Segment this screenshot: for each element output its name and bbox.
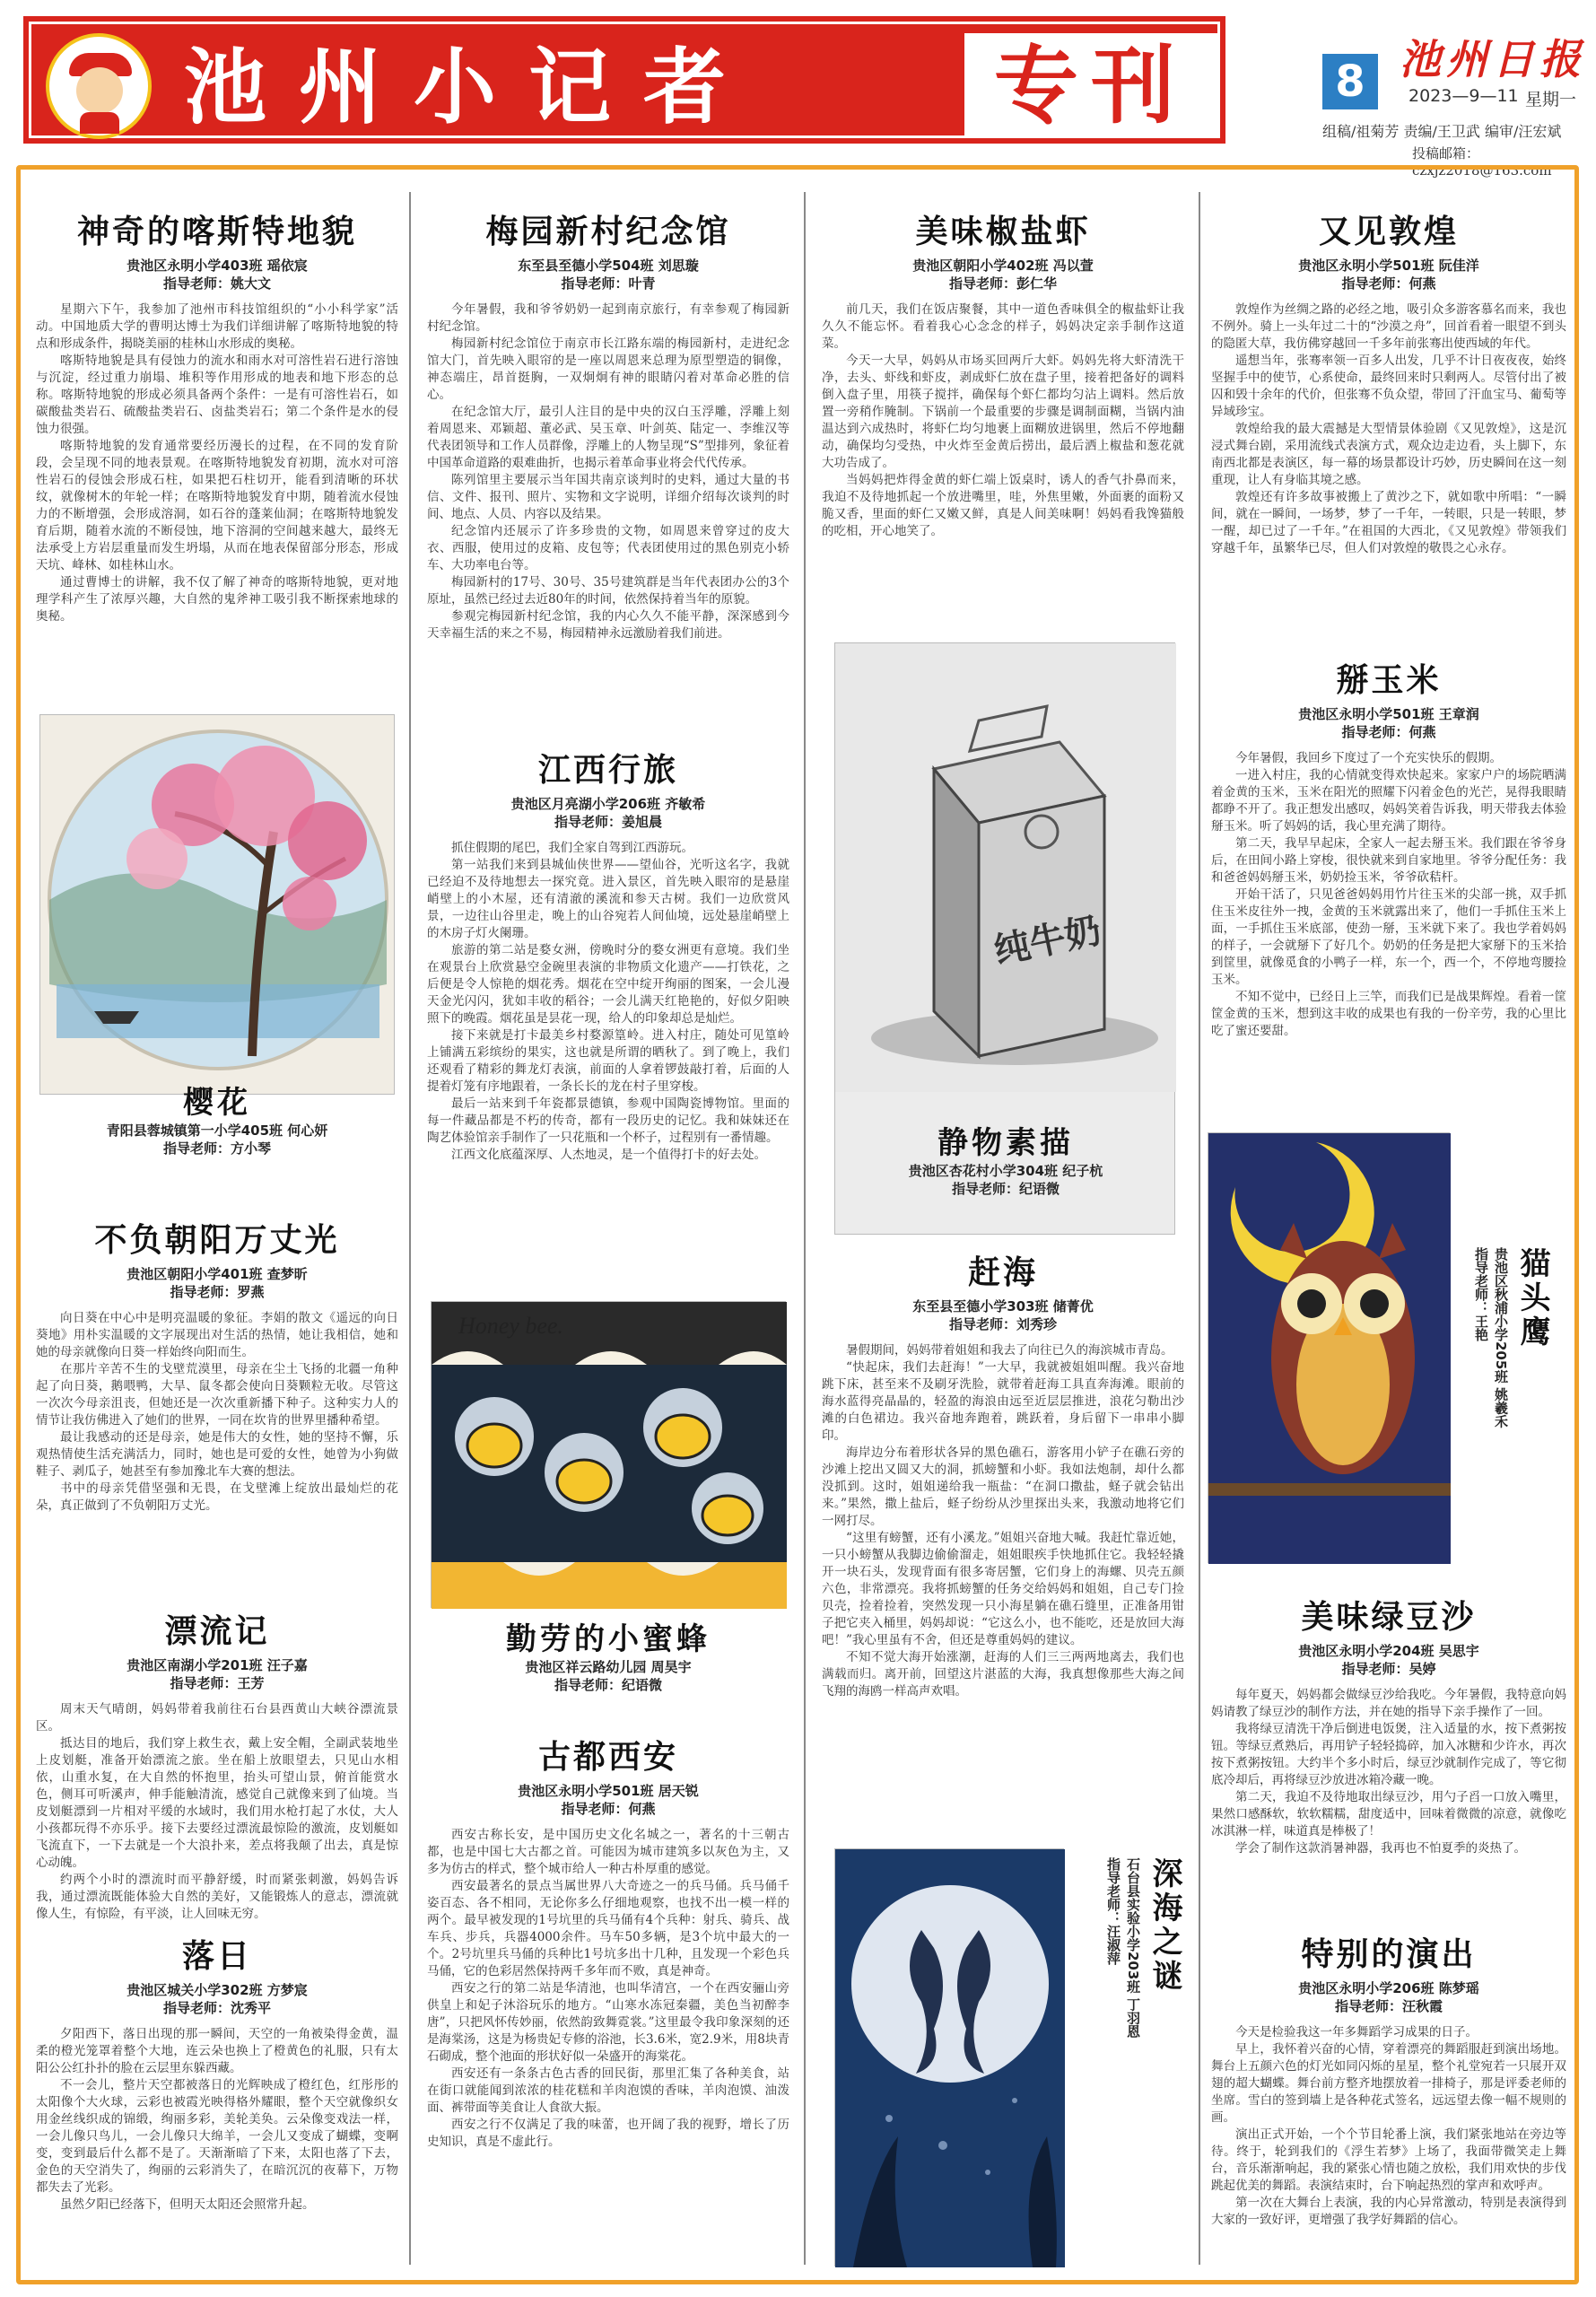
submission-email: 投稿邮箱：czxjz2018@163.com: [1412, 145, 1552, 179]
paragraph: 开始干活了，只见爸爸妈妈用竹片往玉米的尖部一挑，双手抓住玉米皮往外一拽，金黄的玉米就露出来了，他们一手抓住玉米上面，一手抓住玉米底部，使劲一掰，玉米就下来了。我也学着妈妈的样子，一会就掰下了好几个。奶奶的任务是把大家掰下的玉米拾到筐里，就像觅食的小鸭子一样，东一个，西一个，不停地弯腰捡玉米。: [1211, 887, 1566, 987]
owl-caption: [1471, 1247, 1555, 1552]
paper-name: 池州日报: [1400, 35, 1586, 83]
deep-sea-painting: [834, 1848, 1064, 2266]
paragraph: 喀斯特地貌的发育通常要经历漫长的过程，在不同的发育阶段，会呈现不同的地表景观。在喀斯特地貌发育初期，流水对可溶性岩石的侵蚀会形成石柱，如果把石柱切开，能看到清晰的环状纹，就像树木的年轮一样；在喀斯特地貌发育中期，随着流水侵蚀力的不断增强，会形成溶洞，如石谷的蓬莱仙洞；在喀斯特地貌发育后期，随着水流的不断侵蚀，地下溶洞的空间越来越大，最终无法承受上方岩层重量而发生坍塌，从而在地表保留部分形态，形成天坑、峰林、如桂林山水。: [36, 439, 398, 572]
sakura-painting: [39, 714, 395, 1095]
article-byline: 贵池区永明小学204班 吴思宇: [1298, 1643, 1479, 1659]
paragraph: 虽然夕阳已经落下，但明天太阳还会照常升起。: [60, 2197, 315, 2212]
paragraph: 最让我感动的还是母亲，她是伟大的女性，她的坚持不懈，乐观热情使生活充满活力，同时，她也是可爱的女性，她曾为小狗做鞋子、剥瓜子，她甚至有参加豫北车大赛的想法。: [36, 1430, 398, 1479]
paragraph: 海岸边分布着形状各异的黑色礁石，游客用小铲子在礁石旁的沙滩上挖出又圆又大的洞，抓螃蟹和小虾。我如法炮制，却什么都没抓到。这时，姐姐递给我一瓶盐：“在洞口撒盐，蛏子就会钻出来。”果然，撒上盐后，蛏子纷纷从沙里探出头来，我激动地将它们一网打尽。: [822, 1445, 1184, 1528]
article-teacher: 指导老师：叶青: [561, 275, 656, 292]
artwork-title: 静物素描: [938, 1125, 1074, 1161]
article-byline: 贵池区永明小学501班 王章润: [1298, 706, 1479, 722]
article-teacher: 指导老师：何燕: [1341, 724, 1436, 740]
article-teacher: 指导老师：彭仁华: [948, 275, 1057, 292]
paragraph: 西安之行的第二站是华清池，也叫华清宫，一个在西安骊山旁供皇上和妃子沐浴玩乐的地方。“山寒水冻冠秦疆，美色当初醉李唐”，只把风怀传妙丽，依然韵致舞霓裳。”这里最令我印象深刻的还是海棠汤，这是为杨贵妃专修的浴池，长3.6米，宽2.9米，用8块青石砌成，整个池面的形状好似一朵盛开的海棠花。: [427, 1981, 789, 2064]
bee-art-svg: [432, 1302, 787, 1609]
article-body: [1211, 1687, 1566, 1857]
article-body: [36, 301, 398, 625]
artwork-teacher: 指导老师：纪语微: [951, 1181, 1060, 1197]
paragraph: 不知不觉大海开始涨潮，赶海的人们三三两两地离去，我们也满载而归。离开前，回望这片湛蓝的大海，我真想像那些大海之间飞翔的海鸥一样高声欢唱。: [822, 1650, 1184, 1699]
article-corn: [1211, 660, 1566, 1040]
paragraph: 参观完梅园新村纪念馆，我的内心久久不能平静，深深感到今天幸福生活的来之不易，梅园精神永远激励着我们前进。: [427, 609, 789, 641]
article-byline: 东至县至德小学504班 刘思璇: [518, 258, 699, 274]
paragraph: 周末天气晴朗，妈妈带着我前往石台县西黄山大峡谷漂流景区。: [36, 1702, 398, 1734]
sketch-caption: [835, 1124, 1176, 1198]
artwork-teacher: 指导老师：王艳: [1473, 1247, 1489, 1341]
article-mungbean: [1211, 1597, 1566, 1857]
article-byline: 贵池区永明小学501班 居天锐: [518, 1783, 699, 1799]
deep-sea-caption: [1103, 1857, 1187, 2252]
paragraph: 今年暑假，我回乡下度过了一个充实快乐的假期。: [1235, 751, 1502, 765]
artwork-byline: 石台县实验小学203班 丁羽恩: [1125, 1857, 1141, 2039]
paragraph: 学会了制作这款消暑神器，我再也不怕夏季的炎热了。: [1235, 1841, 1526, 1856]
article-title: 落日: [181, 1937, 252, 1975]
bee-painting: [431, 1301, 786, 1608]
paragraph: 梅园新村的17号、30号、35号建筑群是当年代表团办公的3个原址，虽然已经过去近80年的时间，依然保持着当年的原貌。: [427, 575, 789, 607]
article-title: 又见敦煌: [1318, 213, 1459, 250]
paragraph: 第一站我们来到县城仙侠世界——望仙谷，光听这名字，我就已经迫不及待地想去一探究竟。进入景区，首先映入眼帘的是悬崖峭壁上的小木屋，还有清澈的溪流和参天古树。我们一边欣赏风景，一边往山谷里走，晚上的山谷宛若人间仙境，远处悬崖峭壁上的木房子灯火阑珊。: [427, 858, 789, 940]
article-sunset: [36, 1936, 398, 2214]
column-divider: [409, 192, 411, 2265]
paragraph: 抓住假期的尾巴，我们全家自驾到江西游玩。: [451, 841, 693, 855]
paragraph: “快起床，我们去赶海！”一大早，我就被姐姐叫醒。我兴奋地跳下床，甚至来不及刷牙洗脸，就带着赶海工具直奔海滩。眼前的海水蓝得亮晶晶的，轻盈的海浪由远至近层层推进，浪花匀勒出沙滩的白色裙边。我兴奋地奔跑着，跳跃着，身后留下一串串小脚印。: [822, 1360, 1184, 1443]
paragraph: 敦煌作为丝绸之路的必经之地，吸引众多游客慕名而来，我也不例外。骑上一头年过二十的“沙漠之舟”，回首看着一眼望不到头的隐匿大草，我仿佛穿越回一千多年前张骞出使西域的年代。: [1211, 302, 1566, 351]
paragraph: 西安最著名的景点当属世界八大奇迹之一的兵马俑。兵马俑千姿百态、各不相同，无论你多么仔细地观察，也找不出一模一样的两个。最早被发现的1号坑里的兵马俑有4个兵种：射兵、骑兵、战车兵、步兵，兵器4000余件。马车50多辆，是3个坑中最大的一个。2号坑里兵马俑的兵种比1号坑多出十几种，且发现一个彩色兵马俑，它的色彩居然保持两千多年而不败，真是神奇。: [427, 1879, 789, 1978]
paragraph: 早上，我怀着兴奋的心情，穿着漂亮的舞蹈服赶到演出场地。舞台上五颜六色的灯光如同闪烁的星星，整个礼堂宛若一只展开双翅的超大蝴蝶。舞台前方整齐地摆放着一排椅子，那是评委老师的坐席。雪白的签到墙上是各种花式签名，远远望去像一幅不规则的画。: [1211, 2042, 1566, 2125]
artwork-byline: 贵池区秋浦小学205班 姚羲禾: [1493, 1247, 1509, 1428]
paragraph: 今天是检验我这一年多舞蹈学习成果的日子。: [1235, 2025, 1478, 2039]
article-title: 赶海: [967, 1253, 1038, 1291]
article-karst: [36, 212, 398, 625]
artwork-teacher: 指导老师：方小琴: [162, 1140, 271, 1157]
artwork-byline: 贵池区杏花村小学304班 纪子杭: [908, 1163, 1103, 1179]
article-performance: [1211, 1935, 1566, 2229]
paragraph: 敦煌还有许多故事被搬上了黄沙之下，就如歌中所唱：“一瞬间，就在一瞬间，一场梦，梦了一千年，一转眼，只是一转眼，梦一醒，却已过了一千年。”在祖国的大西北，《又见敦煌》带领我们穿越千年，虽繁华已尽，但人们对敦煌的敬畏之心永存。: [1211, 490, 1566, 555]
column-divider: [1199, 192, 1200, 2265]
article-title: 掰玉米: [1336, 661, 1442, 699]
owl-art-svg: [1208, 1133, 1451, 1564]
article-teacher: 指导老师：沈秀平: [162, 2000, 271, 2016]
paragraph: 最后一站来到千年瓷都景德镇，参观中国陶瓷博物馆。里面的每一件藏品都是不朽的传奇，都有一段历史的记忆。我和妹妹还在陶艺体验馆亲手制作了一只花瓶和一个杯子，过程别有一番情趣。: [427, 1096, 789, 1145]
article-dunhuang: [1211, 212, 1566, 557]
article-sunflower: [36, 1220, 398, 1515]
article-title: 神奇的喀斯特地貌: [76, 213, 357, 250]
banner-title: 池州小记者: [184, 39, 759, 135]
article-teacher: 指导老师：何燕: [561, 1801, 656, 1817]
special-label: 专刊: [964, 33, 1217, 137]
paragraph: 暑假期间，妈妈带着姐姐和我去了向往已久的海滨城市青岛。: [846, 1343, 1173, 1358]
sketch-art-svg: [835, 643, 1176, 1092]
artwork-title: 勤劳的小蜜蜂: [506, 1621, 711, 1657]
article-title: 美味椒盐虾: [915, 213, 1091, 250]
artwork-title: 樱花: [183, 1085, 251, 1121]
paragraph: 西安古称长安，是中国历史文化名城之一，著名的十三朝古都，也是中国七大古都之首。可能因为城市建筑多以灰色为主，又多为仿古的样式，整个城市给人一种古朴厚重的感觉。: [427, 1828, 789, 1876]
paragraph: 接下来就是打卡最美乡村婺源篁岭。进入村庄，随处可见篁岭上铺满五彩缤纷的果实，这也就是所谓的晒秋了。到了晚上，我们还观看了精彩的舞龙灯表演，前面的人拿着锣鼓敲打着，后面的人提着灯笼有序地跟着，一条长长的龙在村子里穿梭。: [427, 1028, 789, 1094]
deep-sea-art-svg: [835, 1849, 1065, 2267]
sakura-caption: [36, 1084, 398, 1157]
article-teacher: 指导老师：姜旭晨: [554, 814, 662, 830]
article-body: [1211, 2024, 1566, 2229]
paragraph: 遥想当年，张骞率领一百多人出发，几乎不计日夜夜夜，始终坚握手中的使节，心系使命，最终回来时只剩两人。尽管付出了被囚和毁十余年的代价，但张骞不负众望，带回了汗血宝马、葡萄等异域珍宝。: [1211, 354, 1566, 419]
paragraph: 在纪念馆大厅，最引人注目的是中央的汉白玉浮雕，浮雕上刻着周恩来、邓颖超、董必武、吴玉章、叶剑英、陆定一、李维汉等代表团领导和工作人员群像，浮雕上的人物呈现“S”型排列，象征着中国革命道路的艰难曲折，也揭示着革命事业将会代代传承。: [427, 405, 789, 470]
article-byline: 贵池区朝阳小学401班 查梦昕: [126, 1266, 308, 1282]
article-body: [427, 301, 789, 642]
paragraph: 第二天，我早早起床，全家人一起去掰玉米。我们跟在爷爷身后，在田间小路上穿梭，很快就来到自家地里。爷爷分配任务：我和爸爸妈妈掰玉米，奶奶捡玉米，爷爷砍秸杆。: [1211, 836, 1566, 885]
masthead-banner: [23, 16, 1225, 144]
paragraph: 第二天，我迫不及待地取出绿豆沙，用勺子舀一口放入嘴里，果然口感酥软，软软糯糯，甜度适中，回味着微微的凉意，就像吃冰淇淋一样，味道真是棒极了！: [1211, 1790, 1566, 1838]
paragraph: 旅游的第二站是婺女洲，傍晚时分的婺女洲更有意境。我们坐在观景台上欣赏悬空金碗里表演的非物质文化遗产——打铁花，之后便是令人惊艳的烟花秀。烟花在空中绽开绚丽的图案，一会儿漫天金光闪闪，犹如丰收的稻谷；一会儿满天红艳艳的，好似夕阳映照下的晚霞。烟花虽是昙花一现，给人的印象却总是灿烂。: [427, 943, 789, 1026]
still-life-sketch: [834, 642, 1175, 1235]
article-meiyuan: [427, 212, 789, 642]
article-jiangxi: [427, 750, 789, 1164]
publication-date: 2023—9—11: [1408, 86, 1519, 106]
paragraph: 夕阳西下，落日出现的那一瞬间，天空的一角被染得金黄，温柔的橙光笼罩着整个大地，连云朵也换上了橙黄色的礼服，只有太阳公公红扑扑的脸在云层里东躲西藏。: [36, 2027, 398, 2075]
article-title: 美味绿豆沙: [1301, 1598, 1477, 1636]
paragraph: 梅园新村纪念馆位于南京市长江路东端的梅园新村，走进纪念馆大门，首先映入眼帘的是一座以周恩来总理为原型塑造的铜像，神态端庄，昂首挺胸，一双炯炯有神的眼睛闪着对革命必胜的信心。: [427, 336, 789, 402]
article-byline: 贵池区永明小学403班 瑶依宸: [126, 258, 308, 274]
article-byline: 贵池区永明小学501班 阮佳洋: [1298, 258, 1479, 274]
article-body: [36, 2026, 398, 2214]
article-xian: [427, 1737, 789, 2151]
article-title: 特别的演出: [1301, 1935, 1477, 1973]
article-beach: [822, 1253, 1184, 1700]
masthead: [0, 0, 1596, 179]
editors-line: 组稿/祖菊芳 责编/王卫武 编审/汪宏斌: [1322, 123, 1562, 140]
paragraph: 今天一大早，妈妈从市场买回两斤大虾。妈妈先将大虾清洗干净，去头、虾线和虾皮，剥成虾仁放在盘子里，接着把备好的调料倒入盘子里，用筷子搅拌，确保每个虾仁都均匀沾上调料。然后放置一旁稍作腌制。下锅前一个最重要的步骤是调制面糊，当锅内油温达到六成热时，将虾仁均匀地裹上面糊放进锅里，然后不停地翻动，确保均匀受热，中火炸至金黄后捞出，最后洒上椒盐和葱花就大功告成了。: [822, 354, 1184, 470]
article-title: 梅园新村纪念馆: [485, 213, 731, 250]
paragraph: 向日葵在中心中是明亮温暖的象征。李娟的散文《遥远的向日葵地》用朴实温暖的文字展现出对生活的热情，她让我相信，她和她的母亲就像向日葵一样始终向阳而生。: [36, 1311, 398, 1359]
article-body: [822, 301, 1184, 540]
artwork-byline: 青阳县蓉城镇第一小学405班 何心妍: [106, 1122, 328, 1139]
paragraph: 不一会儿，整片天空都被落日的光辉映成了橙红色，红彤彤的太阳像个大火球，云彩也被霞光映得格外耀眼，整个天空就像织女用金丝线织成的锦缎，绚丽多彩，美轮美奂。云朵像变戏法一样，一会儿像只鸟儿，一会儿像只大绵羊，一会儿又变成了蝴蝶，变啊变，变到最后什么都不是了。天渐渐暗了下来，太阳也落了下去，金色的天空消失了，绚丽的云彩消失了，在暗沉沉的夜幕下，万物都失去了光彩。: [36, 2078, 398, 2195]
paragraph: 敦煌给我的最大震撼是大型情景体验剧《又见敦煌》，这是沉浸式舞台剧，采用流线式表演方式，观众边走边看，头上脚下，东南西北都是表演区，每一幕的场景都设计巧妙，历史瞬间在这一刻重现，让人有身临其境之感。: [1211, 422, 1566, 487]
article-teacher: 指导老师：刘秀珍: [948, 1316, 1057, 1332]
column-divider: [804, 192, 806, 2265]
article-body: [36, 1701, 398, 1923]
paragraph: 喀斯特地貌是具有侵蚀力的流水和雨水对可溶性岩石进行溶蚀与沉淀，经过重力崩塌、堆积等作用形成的地表和地下形态的总称。喀斯特地貌的形成必须具备两个条件：一是有可溶性岩石，如碳酸盐类岩石、硫酸盐类岩石、卤盐类岩石；第二个条件是水的侵蚀力很强。: [36, 354, 398, 436]
article-title: 漂流记: [164, 1612, 270, 1650]
article-body: [1211, 301, 1566, 557]
article-body: [427, 1827, 789, 2151]
paragraph: 通过曹博士的讲解，我不仅了解了神奇的喀斯特地貌，更对地理学科产生了浓厚兴趣，大自然的鬼斧神工吸引我不断探索地球的奥秘。: [36, 575, 398, 624]
article-byline: 贵池区城关小学302班 方梦宸: [126, 1982, 308, 1998]
paragraph: 不知不觉中，已经日上三竿，而我们已是战果辉煌。看着一筐筐金黄的玉米，想到这丰收的成果也有我的一份辛劳，我的心里比吃了蜜还要甜。: [1211, 990, 1566, 1038]
paragraph: 约两个小时的漂流时而平静舒缓，时而紧张刺激，妈妈告诉我，通过漂流既能体验大自然的美好，又能锻炼人的意志，漂流就像人生，有惊险，有平淡，让人回味无穷。: [36, 1873, 398, 1921]
article-title: 不负朝阳万丈光: [94, 1221, 340, 1259]
page-number: 8: [1322, 54, 1378, 109]
article-teacher: 指导老师：姚大文: [162, 275, 271, 292]
article-teacher: 指导老师：吴婷: [1341, 1661, 1436, 1677]
artwork-title: 深海之谜: [1147, 1857, 1182, 1994]
paragraph: 我将绿豆清洗干净后倒进电饭煲，注入适量的水，按下煮粥按钮。等绿豆煮熟后，再用铲子轻轻捣碎，加入冰糖和少许水，再次按下煮粥按钮。大约半个多小时后，绿豆沙就制作完成了，等它彻底冷却后，再将绿豆沙放进冰箱冷藏一晚。: [1211, 1722, 1566, 1787]
article-title: 江西行旅: [537, 751, 678, 789]
article-teacher: 指导老师：罗燕: [170, 1284, 265, 1300]
paragraph: 每年夏天，妈妈都会做绿豆沙给我吃。今年暑假，我特意向妈妈请教了绿豆沙的制作方法，并在她的指导下亲手操作了一回。: [1211, 1688, 1566, 1719]
paragraph: 西安之行不仅满足了我的味蕾，也开阔了我的视野，增长了历史知识，真是不虚此行。: [427, 2118, 789, 2149]
paragraph: 纪念馆内还展示了许多珍贵的文物，如周恩来曾穿过的皮大衣、西服，使用过的皮箱、皮包等；代表团使用过的黑色别克小轿车、大功率电台等。: [427, 524, 789, 572]
paragraph: 在那片辛苦不生的戈壁荒漠里，母亲在尘土飞扬的北疆一角种起了向日葵，鹅喂鸭，大旱、鼠冬都会使向日葵颗粒无收。尽管这一次次今母亲沮丧，但她还是一次次重新播下种子。这种实力人的情节让我仿佛进入了她们的世界，一同在坎肯的世界里播种希望。: [36, 1362, 398, 1428]
article-byline: 贵池区永明小学206班 陈梦瑶: [1298, 1980, 1479, 1996]
artwork-title: 猫头鹰: [1514, 1247, 1550, 1349]
article-body: [1211, 750, 1566, 1040]
article-byline: 东至县至德小学303班 储菁优: [912, 1298, 1094, 1314]
article-body: [822, 1342, 1184, 1700]
paragraph: 西安还有一条条古色古香的回民街，那里汇集了各种美食，站在街口就能闻到浓浓的桂花糕和羊肉泡馍的香味，羊肉泡馍、油泼面、裤带面等美食让人食欲大振。: [427, 2066, 789, 2115]
artwork-teacher: 指导老师：汪淑萍: [1105, 1857, 1121, 1965]
paragraph: “这里有螃蟹，还有小溪龙。”姐姐兴奋地大喊。我赶忙靠近她，一只小螃蟹从我脚边偷偷溜走，姐姐眼疾手快地抓住它。我轻轻撬开一块石头，发现背面有很多寄居蟹，它们身上的海螺、贝壳五颜六色，非常漂亮。我将抓螃蟹的任务交给妈妈和姐姐，自己专门捡贝壳，捡着捡着，突然发现一只小海星躺在礁石缝里，正准备用钳子把它夹入桶里，妈妈却说：“它这么小，也不能吃，还是放回大海吧！”我心里虽有不舍，但还是尊重妈妈的建议。: [822, 1531, 1184, 1647]
paragraph: 一进入村庄，我的心情就变得欢快起来。家家户户的场院晒满着金黄的玉米，玉米在阳光的照耀下闪着金色的光芒，晃得我眼睛都睁不开了。我正想发出感叹，妈妈笑着告诉我，明天带我去体验掰玉米。听了妈妈的话，我心里充满了期待。: [1211, 768, 1566, 834]
paragraph: 第一次在大舞台上表演，我的内心异常激动，特别是表演得到大家的一致好评，更增强了我学好舞蹈的信心。: [1211, 2196, 1566, 2227]
paragraph: 当妈妈把炸得金黄的虾仁端上饭桌时，诱人的香气扑鼻而来，我迫不及待地抓起一个放进嘴里，哇，外焦里嫩，外面裹的面粉又脆又香，里面的虾仁又嫩又鲜，真是人间美味啊！妈妈看我馋猫般的吃相，开心地笑了。: [822, 473, 1184, 538]
paragraph: 书中的母亲凭借坚强和无畏，在戈壁滩上绽放出最灿烂的花朵，真正做到了不负朝阳万丈光。: [36, 1481, 398, 1513]
sketch-art-text: 纯牛奶: [990, 908, 1105, 973]
bee-art-text: Honey bee.: [458, 1313, 563, 1339]
article-rafting: [36, 1611, 398, 1923]
paragraph: 星期六下午，我参加了池州市科技馆组织的“小小科学家”活动。中国地质大学的曹明达博士为我们详细讲解了喀斯特地貌的特点和形成条件，揭晓美丽的桂林山水形成的奥秘。: [36, 302, 398, 351]
sakura-art-svg: [40, 715, 396, 1096]
paragraph: 江西文化底蕴深厚、人杰地灵，是一个值得打卡的好去处。: [451, 1148, 766, 1162]
paragraph: 陈列馆里主要展示当年国共南京谈判时的史料，通过大量的书信、文件、报刊、照片、实物和文字说明，详细介绍每次谈判的时间、地点、人员、内容以及结果。: [427, 473, 789, 521]
paragraph: 今年暑假，我和爷爷奶奶一起到南京旅行，有幸参观了梅园新村纪念馆。: [427, 302, 789, 334]
paragraph: 演出正式开始，一个个节目轮番上演，我们紧张地站在旁边等待。终于，轮到我们的《浮生若梦》上场了，我面带微笑走上舞台，音乐渐渐响起，我的紧张心情也随之放松，我们用欢快的步伐跳起优美的舞蹈。表演结束时，台下响起热烈的掌声和欢呼声。: [1211, 2127, 1566, 2193]
article-shrimp: [822, 212, 1184, 540]
owl-painting: [1208, 1132, 1450, 1563]
article-teacher: 指导老师：汪秋霞: [1334, 1998, 1443, 2014]
artwork-teacher: 指导老师：纪语微: [554, 1677, 662, 1693]
article-body: [427, 840, 789, 1164]
paragraph: 前几天，我们在饭店聚餐，其中一道色香味俱全的椒盐虾让我久久不能忘怀。看着我心心念念的样子，妈妈决定亲手制作这道菜。: [822, 302, 1184, 351]
artwork-byline: 贵池区祥云路幼儿园 周昊宇: [525, 1659, 692, 1675]
article-byline: 贵池区月亮湖小学206班 齐敏希: [510, 796, 706, 812]
weekday: 星期一: [1525, 90, 1577, 109]
article-teacher: 指导老师：王芳: [170, 1675, 265, 1691]
paragraph: 抵达目的地后，我们穿上救生衣，戴上安全帽，全副武装地坐上皮划艇，准备开始漂流之旅。坐在船上放眼望去，只见山水相依，山重水复，在大自然的怀抱里，抬头可望山景，俯首能赏水色，侧耳可听溪声，伸手能触清流，感觉自己就像来到了仙境。当皮划艇漂到一片相对平缓的水域时，我们用水枪打起了水仗，大人小孩都玩得不亦乐乎。接下去要经过漂流最惊险的激流，皮划艇如飞流直下，一下去就是一个大浪扑来，差点将我颠了出去，真是惊心动魄。: [36, 1736, 398, 1870]
article-body: [36, 1310, 398, 1515]
article-byline: 贵池区朝阳小学402班 冯以萱: [912, 258, 1094, 274]
article-teacher: 指导老师：何燕: [1341, 275, 1436, 292]
mascot-logo: [46, 33, 152, 139]
article-title: 古都西安: [537, 1738, 678, 1776]
bee-caption: [427, 1620, 789, 1694]
article-byline: 贵池区南湖小学201班 汪子嘉: [126, 1657, 308, 1673]
